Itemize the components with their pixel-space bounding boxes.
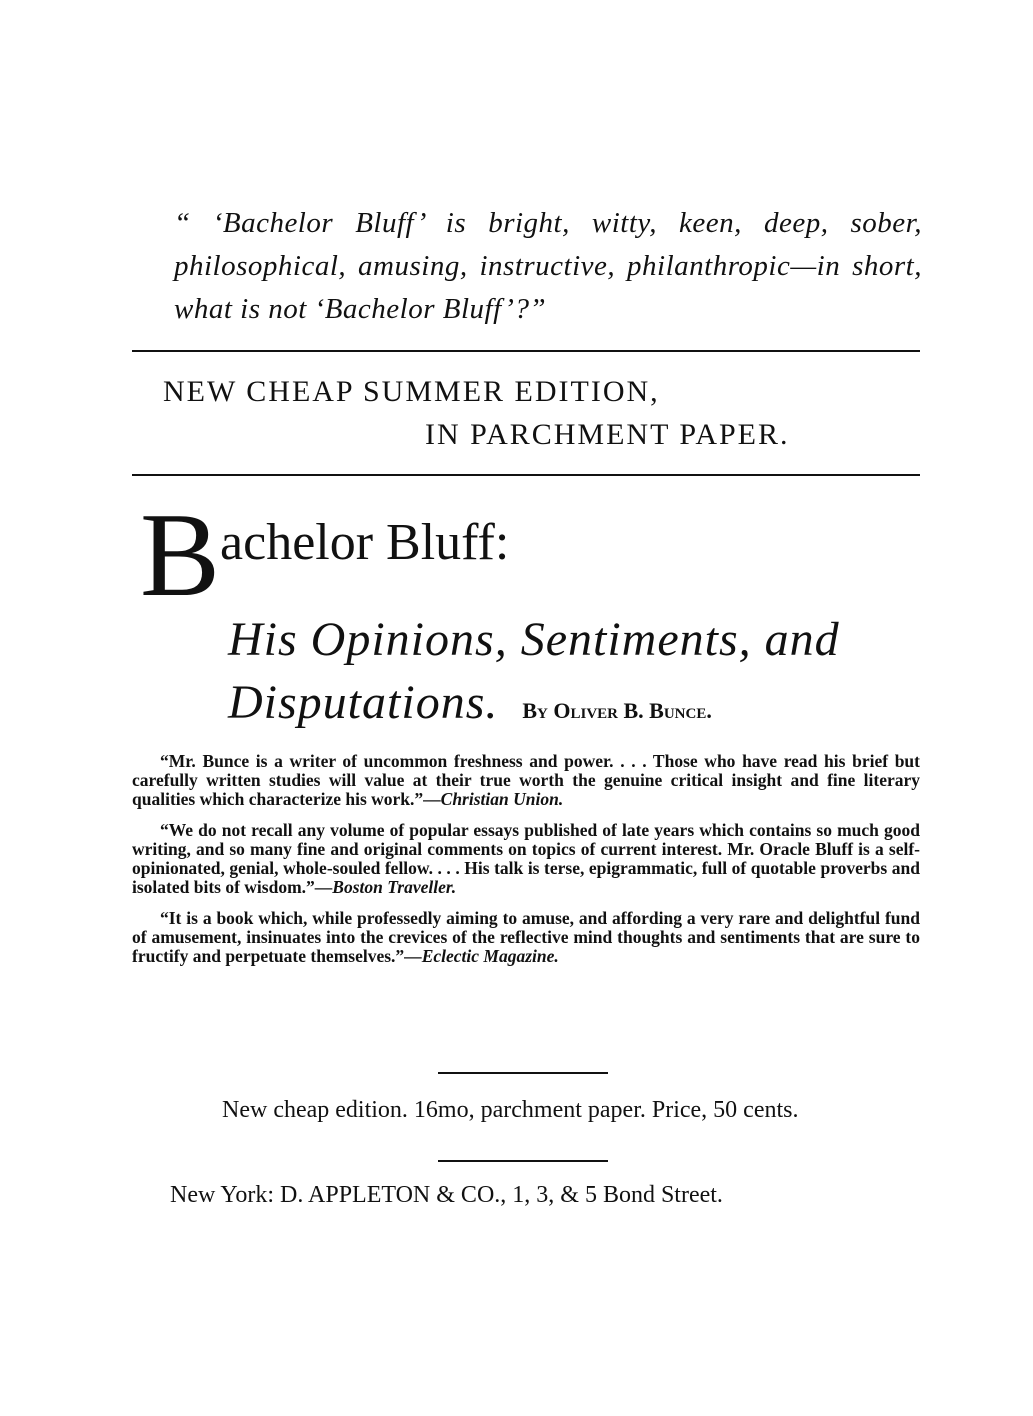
review-source: Boston Traveller. <box>332 877 457 897</box>
price-line: New cheap edition. 16mo, parchment paper. Price, 50 cents. <box>222 1097 799 1123</box>
price-rule-top <box>438 1072 608 1074</box>
review-christian-union <box>132 752 920 809</box>
publisher-imprint: New York: D. APPLETON & CO., 1, 3, & 5 Bond Street. <box>170 1182 723 1208</box>
review-eclectic-magazine <box>132 909 920 966</box>
review-source: Eclectic Magazine. <box>421 946 559 966</box>
edition-banner-line1: NEW CHEAP SUMMER EDITION, <box>163 375 660 408</box>
subtitle-disputations: Disputations. <box>228 676 499 729</box>
subtitle-line2 <box>228 675 712 730</box>
title-rest: achelor Bluff: <box>220 514 510 571</box>
top-rule <box>132 350 920 352</box>
title-drop-cap: B <box>140 488 221 621</box>
author-byline: By Oliver B. Bunce. <box>522 698 712 723</box>
banner-rule <box>132 474 920 476</box>
epigraph-text: “ ‘Bachelor Bluff’ is bright, witty, keen, deep, sober, philosophical, amusing, instructive, philanthropic—in short, what is not ‘Bachelor Bluff’?” <box>174 207 922 325</box>
reviews <box>132 752 920 978</box>
edition-banner-line2: IN PARCHMENT PAPER. <box>425 418 790 451</box>
review-text: “Mr. Bunce is a writer of uncommon freshness and power. . . . Those who have read his brief but carefully written studies will value at their true worth the genuine critical insight and fine literary qualities which characterize his work.”— <box>132 751 920 809</box>
book-title <box>140 488 510 621</box>
review-text: “It is a book which, while professedly aiming to amuse, and affording a very rare and delightful fund of amusement, insinuates into the crevices of the reflective mind thoughts and sentiments that are sure to fructify and perpetuate themselves.”— <box>132 908 920 966</box>
subtitle-line1: His Opinions, Sentiments, and <box>228 613 840 666</box>
price-rule-bottom <box>438 1160 608 1162</box>
review-source: Christian Union. <box>440 789 564 809</box>
review-boston-traveller <box>132 821 920 897</box>
review-text: “We do not recall any volume of popular essays published of late years which contains so much good writing, and so many fine and original comments on topics of current interest. Mr. Oracle Bluff is a self-opinionated, genial, whole-souled fellow. . . . His talk is terse, epigrammatic, full of quotable proverbs and isolated bits of wisdom.”— <box>132 820 920 897</box>
epigraph-quote <box>132 202 922 331</box>
